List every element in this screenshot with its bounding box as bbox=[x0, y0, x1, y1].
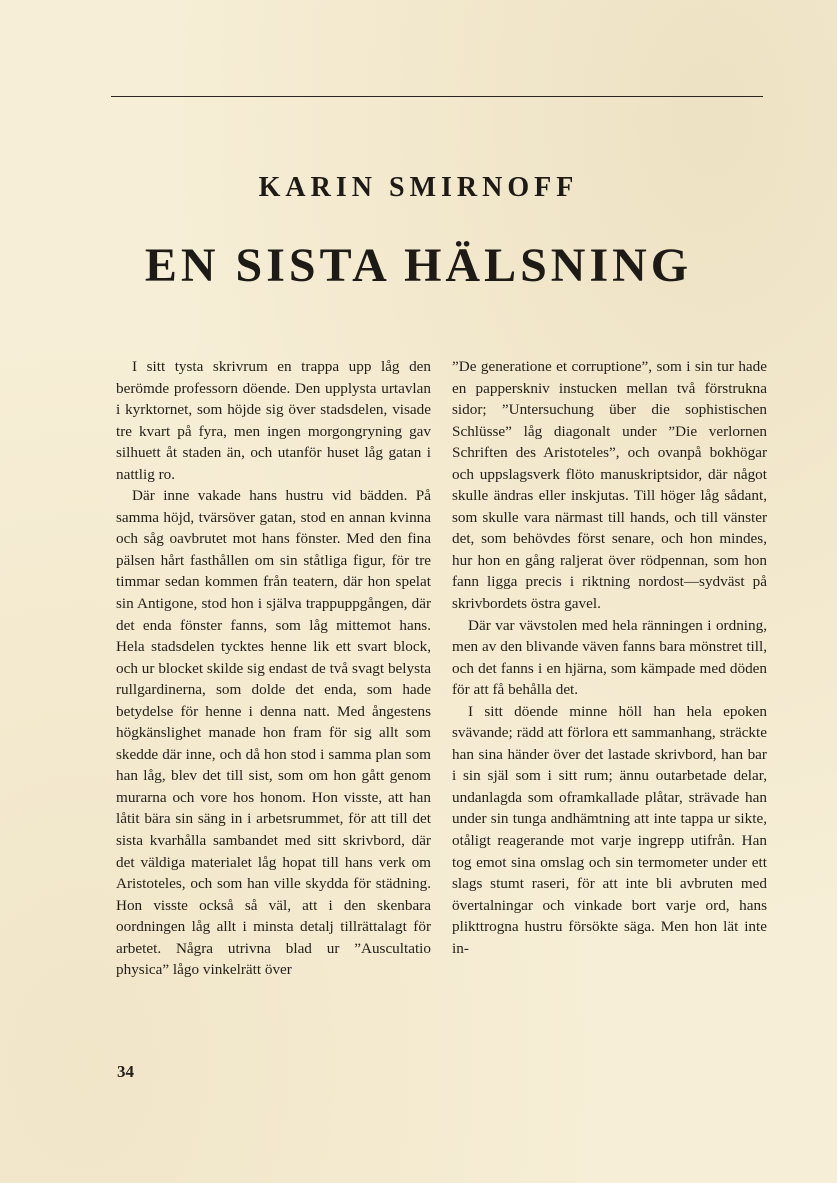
page-number: 34 bbox=[117, 1062, 134, 1081]
paragraph: Där inne vakade hans hustru vid bädden. På samma höjd, tvärsöver gatan, stod en annan kvinna och såg oavbrutet mot hans fönster. Med den fina pälsen hårt fasthållen om sin ståtliga figur, för tre timmar sedan kommen från teatern, där hon spelat sin Antigone, stod hon i själva trappuppgången, där det enda fönster fanns, som låg mittemot hans. Hela stadsdelen tycktes henne lik ett svart block, och ur blocket skilde sig endast de två svagt belysta rullgardinerna, som dolde det enda, som hade betydelse för henne i denna natt. Med ångestens högkänslighet manade hon fram för sig allt som skedde där inne, och då hon stod i samma plan som han låg, blev det till sist, som om hon gått genom murarna och vore hos honom. Hon visste, att han låtit bära sin säng in i arbetsrummet, för att till det sista kvarhålla sambandet med sitt skrivbord, där det väldiga materialet låg hopat till hans verk om Aristoteles, och som han ville skydda för städning. Hon visste också så väl, att i den skenbara oordningen låg allt i minsta detalj tillrättalagt för arbetet. Några utrivna blad ur ”Auscultatio physica” lågo vinkelrätt över bbox=[116, 487, 431, 979]
header-rule bbox=[111, 96, 763, 97]
article-title: EN SISTA HÄLSNING bbox=[144, 239, 693, 292]
paragraph: I sitt döende minne höll han hela epoken svävande; rädd att förlora ett sammanhang, sträckte han sina händer över det lastade skrivbord, han bar i sin själ som i sitt rum; ännu outarbetade delar, undanlagda som oframkallade plåtar, strävade han under sin tunga andhämtning att inte tappa ur sikte, otåligt reagerande mot varje ingrepp utifrån. Han tog emot sina omslag och sin termometer under ett slags stumt raseri, för att inte bli avbruten med övertalningar och vinkade bort varje ord, hans plikttrogna hustru försökte säga. Men hon lät inte in- bbox=[452, 702, 767, 957]
paragraph: Där var vävstolen med hela ränningen i ordning, men av den blivande väven fanns bara mönstret till, och det fanns i en hjärna, som kämpade med döden för att få behålla det. bbox=[452, 616, 767, 699]
paragraph: ”De generatione et corruptione”, som i sin tur hade en papperskniv instucken mellan två förstrukna sidor; ”Untersuchung über die sophistischen Schlüsse” låg diagonalt under ”Die verlornen Schriften des Aristoteles”, och ovanpå bokhögar och uppslagsverk flöto manuskriptsidor, där något skulle ändras eller inskjutas. Till höger låg sådant, som skulle vara närmast till hands, och till vänster det, som behövdes först senare, och hon mindes, hur hon en gång raljerat över rödpennan, som hon fann ligga precis i riktning nordost—sydväst på skrivbordets östra gavel. bbox=[452, 358, 767, 613]
left-text-column bbox=[116, 356, 431, 981]
paragraph: I sitt tysta skrivrum en trappa upp låg den berömde professorn döende. Den upplysta urtavlan i kyrktornet, som höjde sig över stadsdelen, visade tre kvart på fyra, men ingen morgongryning gav silhuett åt staden än, och utanför huset låg gatan i nattlig ro. bbox=[116, 358, 431, 483]
author-name: KARIN SMIRNOFF bbox=[258, 172, 579, 203]
right-text-column bbox=[452, 356, 767, 959]
